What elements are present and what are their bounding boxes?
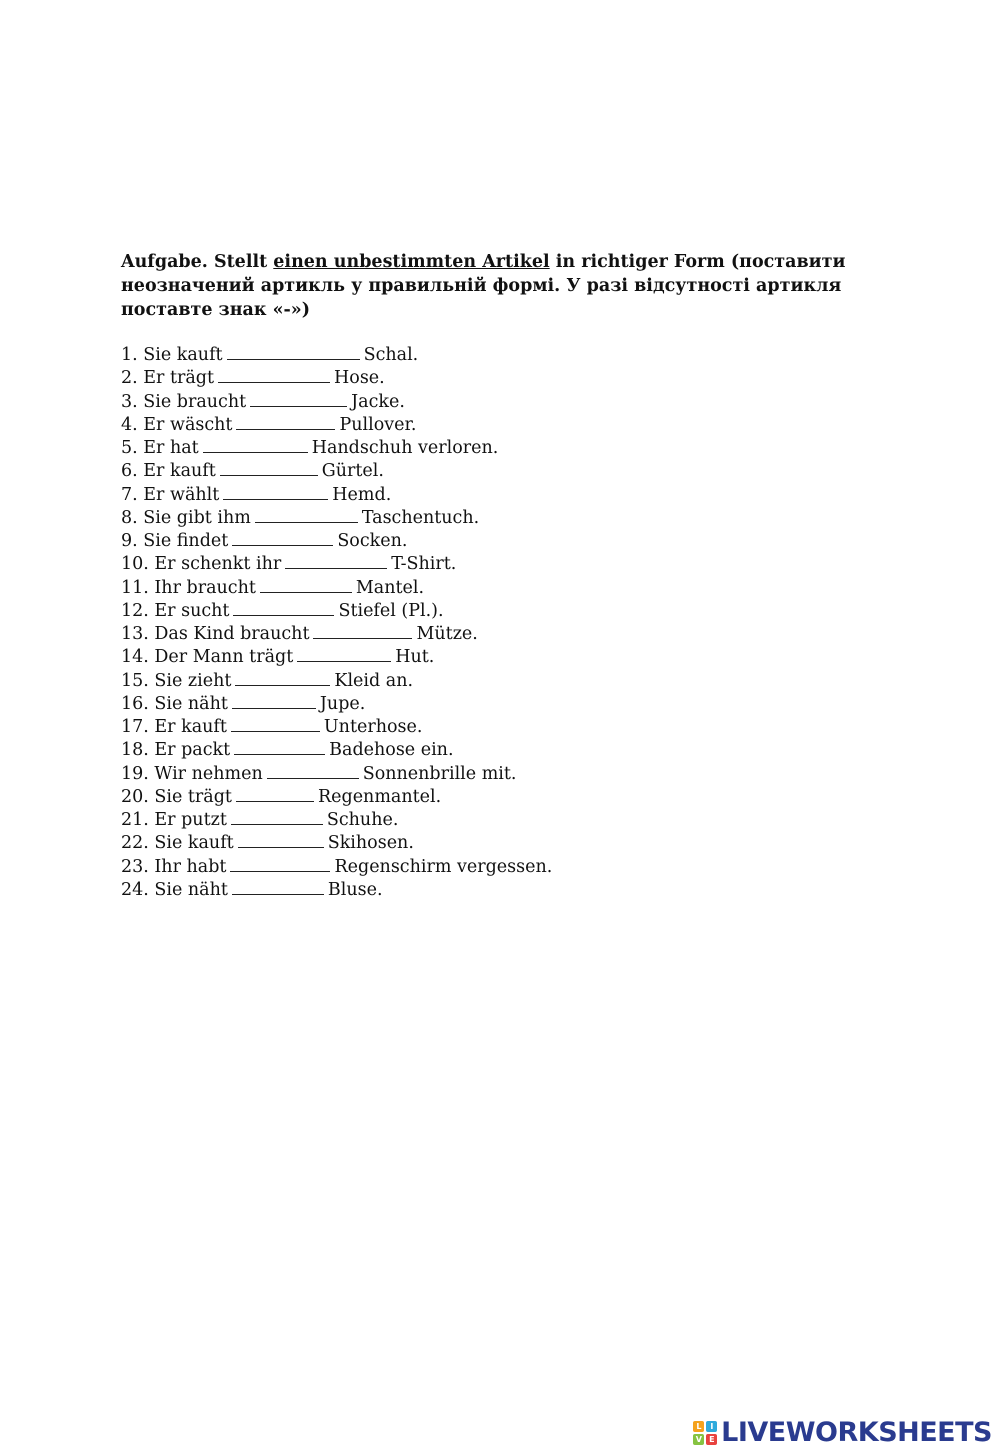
exercise-noun: Stiefel (Pl.). xyxy=(338,600,444,621)
answer-blank[interactable] xyxy=(236,428,335,430)
exercise-prompt: 7. Er wählt xyxy=(121,484,220,505)
logo-square: I xyxy=(706,1421,717,1432)
exercise-list xyxy=(121,344,552,902)
exercise-noun: Mantel. xyxy=(355,577,425,598)
exercise-noun: Regenmantel. xyxy=(317,786,442,807)
answer-blank[interactable] xyxy=(220,474,318,476)
answer-blank[interactable] xyxy=(250,405,347,407)
exercise-item xyxy=(121,367,552,390)
answer-blank[interactable] xyxy=(232,893,324,895)
exercise-item xyxy=(121,646,552,669)
answer-blank[interactable] xyxy=(232,544,333,546)
exercise-noun: Skihosen. xyxy=(327,833,414,854)
exercise-item xyxy=(121,693,552,716)
exercise-noun: Mütze. xyxy=(416,624,478,644)
exercise-prompt: 24. Sie näht xyxy=(121,879,228,900)
exercise-noun: Schuhe. xyxy=(326,810,399,830)
exercise-prompt: 18. Er packt xyxy=(121,740,231,761)
answer-blank[interactable] xyxy=(203,451,308,453)
exercise-item xyxy=(121,437,552,460)
exercise-prompt: 2. Er trägt xyxy=(121,368,215,389)
answer-blank[interactable] xyxy=(267,777,359,779)
answer-blank[interactable] xyxy=(238,846,324,848)
exercise-item xyxy=(121,600,552,623)
logo-square: E xyxy=(706,1434,717,1445)
exercise-item xyxy=(121,809,552,832)
exercise-noun: Gürtel. xyxy=(321,461,384,482)
exercise-item xyxy=(121,670,552,693)
exercise-prompt: 19. Wir nehmen xyxy=(121,763,263,784)
answer-blank[interactable] xyxy=(231,823,323,825)
exercise-item xyxy=(121,344,552,367)
exercise-noun: Unterhose. xyxy=(323,717,423,737)
exercise-item xyxy=(121,553,552,576)
exercise-noun: Kleid an. xyxy=(334,670,414,691)
answer-blank[interactable] xyxy=(285,567,387,569)
task-underlined: einen unbestimmten Artikel xyxy=(273,252,550,272)
exercise-prompt: 21. Er putzt xyxy=(121,810,227,830)
exercise-noun: Hemd. xyxy=(332,484,392,505)
answer-blank[interactable] xyxy=(260,591,352,593)
logo-square: V xyxy=(693,1434,704,1445)
exercise-prompt: 16. Sie näht xyxy=(121,693,228,714)
exercise-noun: Hut. xyxy=(395,647,435,668)
exercise-prompt: 8. Sie gibt ihm xyxy=(121,507,251,528)
answer-blank[interactable] xyxy=(231,730,320,732)
task-instructions xyxy=(121,250,911,322)
answer-blank[interactable] xyxy=(255,521,358,523)
task-suffix: in richtiger Form (поставити неозначений артикль у правильній формі. У разі відсутності артикля поставте знак «-») xyxy=(121,252,846,320)
exercise-noun: Regenschirm vergessen. xyxy=(334,856,553,877)
exercise-item xyxy=(121,414,552,437)
exercise-item xyxy=(121,856,552,879)
exercise-item xyxy=(121,460,552,483)
exercise-noun: Pullover. xyxy=(339,414,417,435)
exercise-prompt: 13. Das Kind braucht xyxy=(121,624,310,644)
exercise-prompt: 17. Er kauft xyxy=(121,717,227,737)
exercise-prompt: 10. Er schenkt ihr xyxy=(121,554,282,575)
exercise-prompt: 11. Ihr braucht xyxy=(121,577,256,598)
exercise-item xyxy=(121,484,552,507)
exercise-prompt: 23. Ihr habt xyxy=(121,856,227,877)
exercise-prompt: 6. Er kauft xyxy=(121,461,216,482)
exercise-item xyxy=(121,507,552,530)
answer-blank[interactable] xyxy=(218,381,330,383)
exercise-item xyxy=(121,577,552,600)
exercise-item xyxy=(121,739,552,762)
answer-blank[interactable] xyxy=(223,498,328,500)
exercise-item xyxy=(121,879,552,902)
exercise-noun: Bluse. xyxy=(327,879,383,900)
exercise-prompt: 5. Er hat xyxy=(121,438,199,458)
exercise-prompt: 15. Sie zieht xyxy=(121,670,232,691)
exercise-item xyxy=(121,391,552,414)
answer-blank[interactable] xyxy=(227,358,360,360)
exercise-prompt: 14. Der Mann trägt xyxy=(121,647,294,668)
answer-blank[interactable] xyxy=(236,800,314,802)
exercise-noun: Jacke. xyxy=(351,391,405,412)
exercise-prompt: 1. Sie kauft xyxy=(121,345,223,365)
exercise-prompt: 20. Sie trägt xyxy=(121,786,232,807)
answer-blank[interactable] xyxy=(232,707,316,709)
task-prefix: Aufgabe. Stellt xyxy=(121,252,274,272)
exercise-prompt: 12. Er sucht xyxy=(121,600,230,621)
exercise-noun: Jupe. xyxy=(319,693,366,714)
exercise-noun: Sonnenbrille mit. xyxy=(362,763,517,784)
exercise-noun: Hose. xyxy=(334,368,385,389)
exercise-prompt: 4. Er wäscht xyxy=(121,414,233,435)
answer-blank[interactable] xyxy=(234,753,325,755)
exercise-item xyxy=(121,623,552,646)
answer-blank[interactable] xyxy=(313,637,412,639)
logo-square: L xyxy=(693,1421,704,1432)
exercise-noun: Schal. xyxy=(363,345,419,365)
exercise-item xyxy=(121,716,552,739)
logo-icon xyxy=(693,1421,717,1445)
exercise-item xyxy=(121,763,552,786)
exercise-noun: Taschentuch. xyxy=(361,507,480,528)
exercise-item xyxy=(121,786,552,809)
exercise-prompt: 3. Sie braucht xyxy=(121,391,247,412)
exercise-prompt: 22. Sie kauft xyxy=(121,833,234,854)
answer-blank[interactable] xyxy=(235,684,330,686)
exercise-item xyxy=(121,530,552,553)
exercise-item xyxy=(121,832,552,855)
exercise-noun: T-Shirt. xyxy=(391,554,457,575)
answer-blank[interactable] xyxy=(297,660,391,662)
liveworksheets-logo xyxy=(693,1417,992,1448)
exercise-noun: Badehose ein. xyxy=(329,740,454,761)
logo-text: LIVEWORKSHEETS xyxy=(721,1417,992,1448)
answer-blank[interactable] xyxy=(230,870,330,872)
exercise-noun: Handschuh verloren. xyxy=(311,438,499,458)
exercise-prompt: 9. Sie findet xyxy=(121,531,229,551)
answer-blank[interactable] xyxy=(233,614,334,616)
exercise-noun: Socken. xyxy=(337,531,408,551)
